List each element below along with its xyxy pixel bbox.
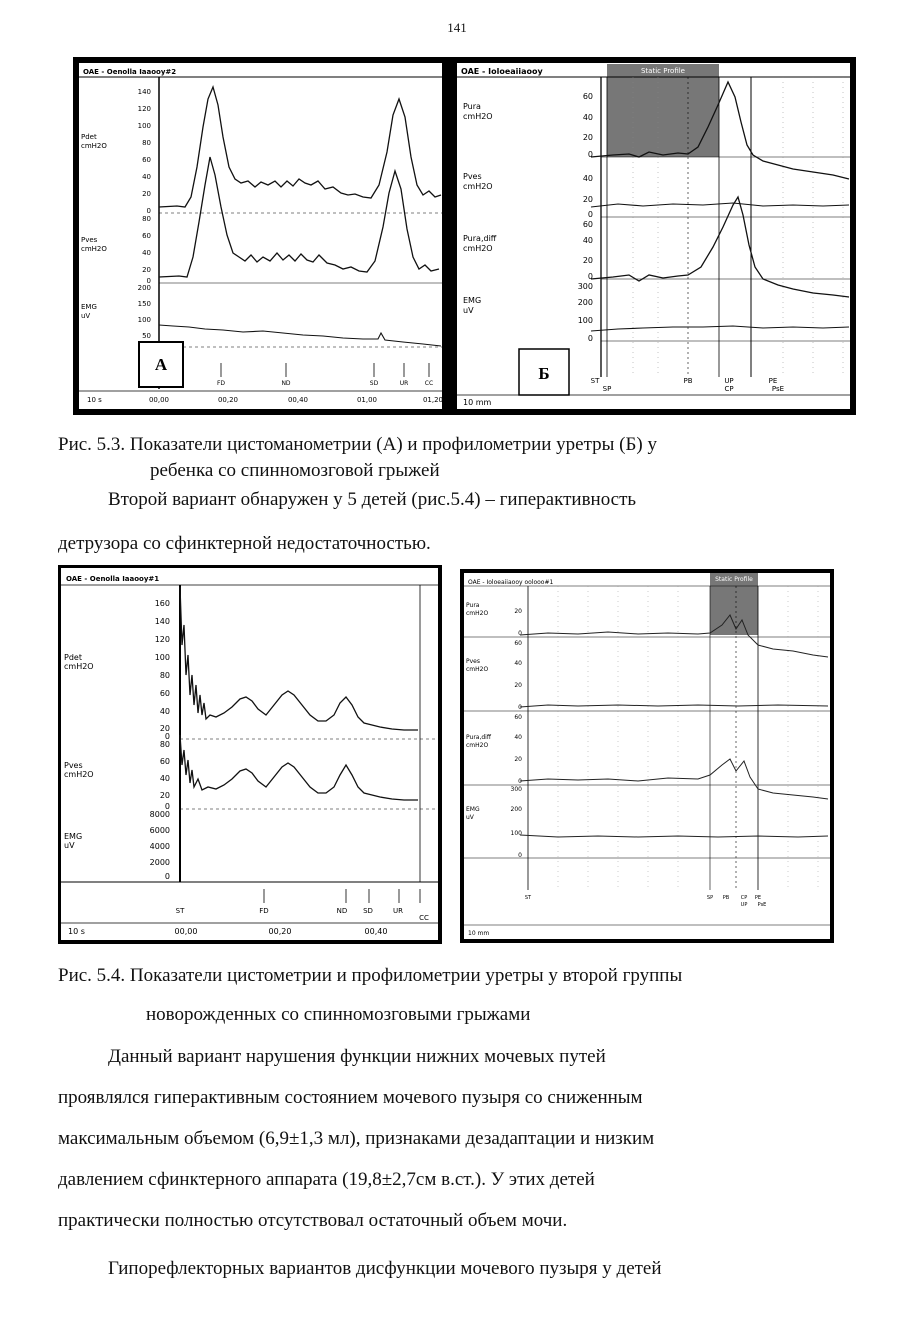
- svg-text:20: 20: [514, 756, 522, 763]
- svg-text:60: 60: [159, 757, 170, 766]
- svg-text:10 mm: 10 mm: [463, 398, 492, 407]
- svg-text:cmH2O: cmH2O: [64, 662, 94, 671]
- static-profile-label: Static Profile: [640, 67, 686, 75]
- figure-caption-1: Рис. 5.3. Показатели цистоманометрии (А) и профилометрии уретры (Б) у ребенка со спинномозговой грыжей: [58, 434, 657, 481]
- marker-fd: FD: [216, 380, 226, 387]
- svg-text:EMG: EMG: [463, 296, 482, 305]
- panel-b-header: OAE - Ioloeaiiaooy: [461, 67, 543, 76]
- svg-text:20: 20: [582, 195, 593, 204]
- svg-text:EMG: EMG: [466, 806, 480, 813]
- svg-text:ST: ST: [524, 895, 532, 901]
- svg-text:0: 0: [164, 732, 170, 741]
- svg-text:UP: UP: [740, 902, 748, 908]
- svg-text:0: 0: [164, 872, 170, 881]
- panel-b: [457, 63, 850, 409]
- svg-text:OAE - Oenolla Iaaooy#1: OAE - Oenolla Iaaooy#1: [66, 575, 160, 583]
- svg-text:SP: SP: [602, 385, 612, 393]
- svg-text:20: 20: [142, 266, 151, 274]
- svg-text:0: 0: [518, 852, 522, 859]
- svg-text:80: 80: [159, 671, 170, 680]
- svg-text:40: 40: [142, 173, 151, 181]
- svg-text:60: 60: [582, 92, 593, 101]
- svg-text:0: 0: [587, 272, 593, 281]
- svg-text:FD: FD: [259, 907, 269, 915]
- svg-text:01,00: 01,00: [356, 396, 378, 404]
- svg-text:OAE - Ioloeaiiaooy oolooo#1: OAE - Ioloeaiiaooy oolooo#1: [468, 579, 554, 586]
- svg-text:SP: SP: [706, 895, 714, 901]
- panel-b-label: Б: [538, 364, 550, 383]
- svg-text:ST: ST: [175, 907, 185, 915]
- svg-text:Pves: Pves: [466, 658, 480, 665]
- svg-text:150: 150: [137, 300, 151, 308]
- svg-text:0: 0: [587, 210, 593, 219]
- svg-text:120: 120: [137, 105, 151, 113]
- paragraph-2: Данный вариант нарушения функции нижних мочевых путей проявлялся гиперактивным состоянием мочевого пузыря со сниженным максимальным объемом (6,9±1,3 мл), признаками дезадаптации и низким давлением сфинктерного аппарата (19,8±2,7см в.ст.). У этих детей практически полностью отсутствовал остаточный объем мочи.: [58, 1046, 655, 1231]
- emg-unit: uV: [81, 312, 91, 320]
- svg-text:80: 80: [142, 139, 151, 147]
- pves-unit: cmH2O: [81, 245, 107, 253]
- svg-text:00,20: 00,20: [268, 927, 292, 936]
- svg-text:20: 20: [514, 608, 522, 615]
- svg-text:40: 40: [159, 774, 170, 783]
- svg-text:8000: 8000: [149, 810, 170, 819]
- svg-text:100: 100: [577, 316, 593, 325]
- svg-text:0: 0: [146, 277, 151, 285]
- svg-text:cmH2O: cmH2O: [64, 770, 94, 779]
- figure-5-3: [73, 57, 856, 415]
- emg-label: EMG: [81, 303, 97, 311]
- svg-text:60: 60: [159, 689, 170, 698]
- svg-text:UP: UP: [724, 377, 734, 385]
- svg-text:20: 20: [159, 791, 170, 800]
- svg-text:PsE: PsE: [771, 385, 785, 393]
- svg-text:CC: CC: [419, 914, 429, 922]
- figure-caption-2: Рис. 5.4. Показатели цистометрии и профилометрии уретры у второй группы новорожденных со спинномозговыми грыжами: [58, 965, 683, 1025]
- svg-text:40: 40: [514, 660, 522, 667]
- marker-ur: UR: [399, 380, 409, 387]
- svg-text:200: 200: [137, 284, 151, 292]
- svg-text:cmH2O: cmH2O: [463, 112, 493, 121]
- svg-text:cmH2O: cmH2O: [466, 742, 489, 749]
- svg-text:Pura,diff: Pura,diff: [463, 234, 497, 243]
- svg-text:PE: PE: [754, 895, 762, 901]
- svg-text:60: 60: [582, 220, 593, 229]
- svg-text:Pves: Pves: [64, 761, 83, 770]
- svg-text:cmH2O: cmH2O: [463, 244, 493, 253]
- svg-text:cmH2O: cmH2O: [466, 610, 489, 617]
- panel-a: [79, 63, 443, 409]
- panel-left: [59, 566, 440, 942]
- svg-text:40: 40: [514, 734, 522, 741]
- svg-text:00,40: 00,40: [287, 396, 309, 404]
- svg-text:140: 140: [154, 617, 170, 626]
- svg-text:20: 20: [159, 724, 170, 733]
- pdet-label: Pdet: [81, 133, 97, 141]
- svg-text:0: 0: [146, 207, 151, 215]
- svg-text:Pdet: Pdet: [64, 653, 82, 662]
- marker-sd: SD: [369, 380, 379, 387]
- svg-text:60: 60: [142, 232, 151, 240]
- svg-text:100: 100: [137, 122, 151, 130]
- svg-text:40: 40: [142, 249, 151, 257]
- panel-a-header: OAE - Oenolla Iaaooy#2: [83, 68, 177, 76]
- svg-text:60: 60: [514, 640, 522, 647]
- svg-text:60: 60: [142, 156, 151, 164]
- svg-text:20: 20: [514, 682, 522, 689]
- svg-text:4000: 4000: [149, 842, 170, 851]
- svg-text:Pura: Pura: [466, 602, 480, 609]
- svg-text:200: 200: [577, 298, 593, 307]
- svg-text:40: 40: [582, 113, 593, 122]
- svg-text:SD: SD: [363, 907, 373, 915]
- svg-text:10 s: 10 s: [68, 927, 85, 936]
- svg-text:cmH2O: cmH2O: [466, 666, 489, 673]
- svg-text:EMG: EMG: [64, 832, 83, 841]
- svg-text:ST: ST: [590, 377, 600, 385]
- panel-a-label: А: [154, 355, 168, 374]
- paragraph-3: Гипорефлекторных вариантов дисфункции мочевого пузыря у детей: [108, 1258, 662, 1279]
- marker-nd: ND: [281, 380, 291, 387]
- svg-text:40: 40: [582, 236, 593, 245]
- svg-text:PB: PB: [683, 377, 693, 385]
- svg-text:60: 60: [514, 714, 522, 721]
- svg-text:20: 20: [142, 190, 151, 198]
- svg-text:0: 0: [587, 334, 593, 343]
- panel-right: [462, 571, 832, 941]
- svg-text:00,20: 00,20: [217, 396, 239, 404]
- pves-label: Pves: [81, 236, 98, 244]
- svg-text:0: 0: [164, 802, 170, 811]
- svg-text:ND: ND: [336, 907, 348, 915]
- svg-text:10 mm: 10 mm: [468, 930, 490, 937]
- svg-text:uV: uV: [64, 841, 75, 850]
- svg-text:120: 120: [154, 635, 170, 644]
- svg-text:0: 0: [587, 150, 593, 159]
- svg-text:40: 40: [159, 707, 170, 716]
- svg-text:00,00: 00,00: [148, 396, 170, 404]
- marker-cc: CC: [424, 380, 434, 387]
- page-number: 141: [447, 20, 467, 35]
- svg-text:160: 160: [154, 599, 170, 608]
- svg-text:PsE: PsE: [757, 902, 767, 908]
- svg-text:0: 0: [518, 630, 522, 637]
- svg-text:200: 200: [510, 806, 522, 813]
- svg-text:80: 80: [159, 740, 170, 749]
- svg-text:100: 100: [510, 830, 522, 837]
- svg-text:100: 100: [137, 316, 151, 324]
- figure-5-4: [58, 565, 858, 945]
- svg-text:Pura: Pura: [463, 102, 481, 111]
- svg-text:300: 300: [510, 786, 522, 793]
- svg-text:cmH2O: cmH2O: [463, 182, 493, 191]
- svg-text:6000: 6000: [149, 826, 170, 835]
- svg-text:100: 100: [154, 653, 170, 662]
- svg-text:PB: PB: [722, 895, 730, 901]
- time-scale: 10 s: [87, 396, 102, 404]
- pdet-unit: cmH2O: [81, 142, 107, 150]
- svg-text:40: 40: [582, 174, 593, 183]
- svg-text:01,20: 01,20: [422, 396, 444, 404]
- svg-text:00,00: 00,00: [174, 927, 198, 936]
- svg-text:CP: CP: [724, 385, 734, 393]
- svg-text:20: 20: [582, 256, 593, 265]
- svg-text:CP: CP: [740, 895, 748, 901]
- svg-text:uV: uV: [466, 814, 474, 821]
- svg-text:300: 300: [577, 282, 593, 291]
- svg-text:0: 0: [518, 778, 522, 785]
- svg-text:PE: PE: [768, 377, 778, 385]
- svg-text:UR: UR: [393, 907, 403, 915]
- svg-text:20: 20: [582, 133, 593, 142]
- svg-text:Static Profile: Static Profile: [715, 576, 753, 583]
- svg-text:50: 50: [142, 332, 151, 340]
- paragraph-1: Второй вариант обнаружен у 5 детей (рис.5.4) – гиперактивность детрузора со сфинктерной недостаточностью.: [58, 489, 637, 554]
- svg-text:00,40: 00,40: [364, 927, 388, 936]
- svg-text:2000: 2000: [149, 858, 170, 867]
- svg-text:80: 80: [142, 215, 151, 223]
- svg-text:uV: uV: [463, 306, 474, 315]
- svg-text:0: 0: [518, 704, 522, 711]
- svg-text:140: 140: [137, 88, 151, 96]
- svg-text:Pves: Pves: [463, 172, 482, 181]
- svg-text:Pura,diff: Pura,diff: [466, 734, 491, 741]
- static-profile-region: [607, 64, 719, 157]
